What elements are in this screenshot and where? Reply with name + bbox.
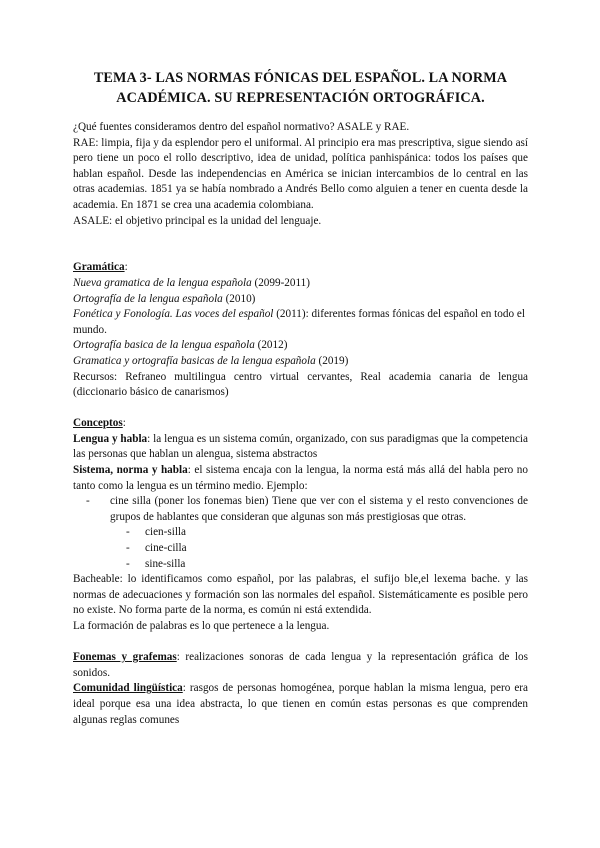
- gramatica-heading: Gramática:: [73, 261, 128, 274]
- lengua-habla-paragraph: Lengua y habla: la lengua es un sistema común, organizado, con sus paradigmas que la competencia las personas que hablan un alengua, sistema abstractos: [73, 432, 528, 461]
- formacion-paragraph: La formación de palabras es lo que pertenece a la lengua.: [73, 620, 330, 632]
- list-item: - cine silla (poner los fonemas bien) Tiene que ver con el sistema y el resto convenciones de grupos de hablantes que consideran que algunas son más prestigiosas que otras.: [86, 494, 528, 525]
- dash-bullet: -: [126, 557, 130, 570]
- gramatica-item: Gramatica y ortografía basicas de la lengua española (2019): [73, 354, 349, 367]
- gramatica-item: Ortografía de la lengua española (2010): [73, 292, 256, 305]
- sistema-norma-paragraph: Sistema, norma y habla: el sistema encaja con la lengua, la norma está más allá del habla pero no tanto como la lengua es un término medio. Ejemplo:: [73, 464, 528, 492]
- dash-bullet: -: [86, 495, 90, 508]
- spacer: [73, 635, 528, 651]
- page-title: TEMA 3- LAS NORMAS FÓNICAS DEL ESPAÑOL. LA NORMA ACADÉMICA. SU REPRESENTACIÓN ORTOGRÁFICA.: [93, 70, 508, 106]
- conceptos-heading: Conceptos:: [73, 417, 126, 430]
- sub-list-item: - cien-silla: [126, 525, 528, 541]
- spacer: [73, 401, 528, 417]
- sub-list-item: - cine-cilla: [126, 541, 528, 557]
- asale-paragraph: ASALE: el objetivo principal es la unidad del lenguaje.: [73, 214, 322, 227]
- sub-list-item: - sine-silla: [126, 557, 528, 573]
- fonemas-paragraph: Fonemas y grafemas: realizaciones sonoras de cada lengua y la representación gráfica de los sonidos.: [73, 651, 528, 679]
- bacheable-paragraph: Bacheable: lo identificamos como español, por las palabras, el sufijo ble,el lexema bache. y las normas de adecuaciones y formación son las normales del español. Sistemáticamente es posible pero no existe. No forma parte de la norma, es común ni está extendida.: [73, 573, 528, 617]
- dash-bullet: -: [126, 526, 130, 539]
- intro-question: ¿Qué fuentes consideramos dentro del español normativo? ASALE y RAE.: [73, 121, 410, 133]
- rae-paragraph: RAE: limpia, fija y da esplendor pero el uniformal. Al principio era mas prescriptiva, sigue siendo así pero tiene un poco el rollo descriptivo, idea de unidad, política panhispánica: todos los países que hablan español. Desde las independencias en América se inician intercambios de lo central en las otras academias. 1851 ya se había nombrado a Andrés Bello como alguien a tener en cuenta desde la academia. En 1871 se crea una academia colombiana.: [73, 136, 528, 211]
- dash-bullet: -: [126, 542, 130, 555]
- comunidad-paragraph: Comunidad lingüística: rasgos de personas homogénea, porque hablan la misma lengua, pero era ideal porque esa una idea abstracta, lo que tienen en común estas personas es que comprenden algunas reglas comunes: [73, 682, 528, 726]
- spacer: [73, 245, 528, 261]
- gramatica-item: Nueva gramatica de la lengua española (2099-2011): [73, 276, 310, 289]
- spacer: [73, 229, 528, 245]
- gramatica-item: Ortografía basica de la lengua española (2012): [73, 339, 288, 352]
- gramatica-item: Fonética y Fonología. Las voces del español (2011): diferentes formas fónicas del español en todo el mundo.: [73, 308, 525, 336]
- recursos-paragraph: Recursos: Refraneo multilingua centro virtual cervantes, Real academia canaria de lengua (diccionario básico de canarismos): [73, 370, 528, 399]
